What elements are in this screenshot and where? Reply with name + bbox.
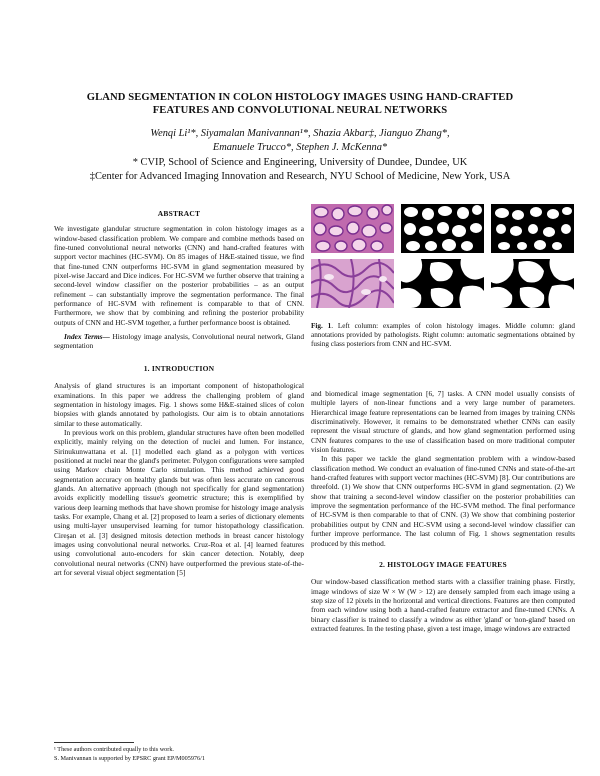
author-list	[50, 127, 550, 155]
abstract-text: We investigate glandular structure segmentation in colon histology images as a window-based classification problem. We compare and combine methods based on fine-tuned convolutional neural networks (CNN) and hand-crafted features with support vector machines (HC-SVM). On 85 images of H&E-stained tissue, we find that fine-tuned CNN outperforms HC-SVM in gland segmentation measured by pixel-wise Jaccard and Dice indices. For HC-SVM we further observe that training a second-level window classifier on the posterior probabilities – as an output refinement – can substantially improve the segmentation performance. The final performance of HC-SVM with refinement is comparable to that of CNN. Furthermore, we show that by combining and refining the posterior probability outputs of CNN and HC-SVM together, a further performance boost is obtained.	[54, 224, 304, 327]
section-2-paragraph-1: Our window-based classification method starts with a classifier training phase. Firstly, image windows of size W × W (W > 12) are densely sampled from each image using a step size of 12 pixels in the horizontal and vertical directions. Features are then computed from each window using both a hand-crafted feature extractor and fine-tuned CNNs. A binary classifier is trained to classify a window as either 'gland' or 'non-gland' based on extracted features. In the testing phase, given a test image, image windows are extracted	[311, 577, 575, 633]
index-terms	[54, 332, 304, 351]
intro-paragraph-1: Analysis of gland structures is an important component of histopathological examinations. In this paper we address the challenging problem of gland segmentation in histology images. Fig. 1 shows some H&E-stained slices of colon biopsies with glands annotated by pathologists. Our aim is to obtain annotations similar to these automatically.	[54, 381, 304, 428]
left-column	[54, 209, 304, 577]
gland-annotation-2	[401, 259, 484, 308]
authors-line-2: Emanuele Trucco*, Stephen J. McKenna*	[212, 142, 388, 153]
introduction-heading: 1. INTRODUCTION	[143, 363, 215, 373]
auto-segmentation-2	[491, 259, 574, 308]
right-paragraph-2: In this paper we tackle the gland segmentation problem with a window-based classification method. We conduct an evaluation of fine-tuned CNNs and state-of-the-art hand-crafted features with support vector machines (HC-SVM) [8]. Our contributions are threefold. (1) We show that CNN outperforms HC-SVM in gland segmentation. (2) We show that training a second-level window classifier on the posterior probabilities can improve the segmentation performance of the HC-SVM method. The final performance of HC-SVM is then comparable to that of CNN. (3) We show that combining posterior probabilities output by CNN and HC-SVM using a second-level window classifier can further improve performance. The last column of Fig. 1 shows segmentation results produced by this method.	[311, 454, 575, 548]
authors-line-1: Wenqi Li¹*, Siyamalan Manivannan¹*, Shazia Akbar‡, Jianguo Zhang*,	[150, 128, 450, 139]
abstract-heading: ABSTRACT	[157, 209, 201, 218]
histology-image-2	[311, 259, 394, 308]
caption-label: Fig. 1	[311, 322, 332, 330]
affiliation-2: ‡Center for Advanced Imaging Innovation and Research, NYU School of Medicine, New York, USA	[89, 171, 511, 182]
index-terms-text: Histology image analysis, Convolutional neural network, Gland segmentation	[54, 332, 304, 351]
paper-title: GLAND SEGMENTATION IN COLON HISTOLOGY IMAGES USING HAND-CRAFTED FEATURES AND CONVOLUTIONAL NEURAL NETWORKS	[86, 92, 514, 116]
footnote-1: ¹ These authors contributed equally to this work.	[54, 746, 174, 753]
footnote-2: S. Manivannan is supported by EPSRC grant EP/M005976/1	[54, 755, 205, 762]
right-paragraph-1: and biomedical image segmentation [6, 7] tasks. A CNN model usually consists of multiple layers of non-linear functions and a very large number of parameters. Hierarchical image feature representations can be learned from images by training CNNs discriminatively. However, it remains to be demonstrated whether CNNs can easily represent the visual structure of glands, and how gland segmentation performed using CNN features compares to the use of classification based on more traditional computer vision features.	[311, 389, 575, 455]
gland-annotation-1	[401, 204, 484, 253]
affiliation-1: * CVIP, School of Science and Engineering, University of Dundee, Dundee, UK	[132, 157, 468, 168]
index-terms-label: Index Terms—	[64, 332, 110, 342]
section-2-heading: 2. HISTOLOGY IMAGE FEATURES	[379, 559, 507, 569]
figure-1	[311, 204, 575, 308]
histology-image-1	[311, 204, 394, 253]
auto-segmentation-1	[491, 204, 574, 253]
intro-paragraph-2: In previous work on this problem, glandular structures have often been modelled explicitly, mainly relying on the detection of nuclei and lumen. For instance, Sirinukunwattana et al. [1] modelled each gland as a polygon with vertices positioned at nuclei near the gland's perimeter. Polygon configurations were sampled using Markov chain Monte Carlo simulation. This method achieved good segmentation accuracy on healthy glands but was often less accurate on cancerous glands. An alternative approach (though not specifically for gland segmentation) avoids explicitly modelling tissue's geometric structure; this is exemplified by various deep learning methods that have shown promise for histology image analysis tasks. For example, Chang et al. [2] proposed to learn a series of dictionary elements using multi-layer unsupervised learning for tumor histopathology classification. Cireşan et al. [3] designed mitosis detection methods in breast cancer histology images using convolutional neural networks. Cruz-Roa et al. [4] learned features using convolutional auto-encoders for skin cancer detection. Notably, deep convolutional neural networks (CNN) have outperformed the previous state-of-the-art for several visual object segmentation [5]	[54, 427, 304, 578]
caption-text: . Left column: examples of colon histology images. Middle column: gland annotations provided by pathologists. Right column: automatic segmentations obtained by fusing class posteriors from CNN and HC-SVM.	[311, 322, 576, 349]
footnote-rule	[54, 742, 134, 743]
figure-1-caption	[311, 322, 575, 350]
right-column	[311, 389, 575, 633]
